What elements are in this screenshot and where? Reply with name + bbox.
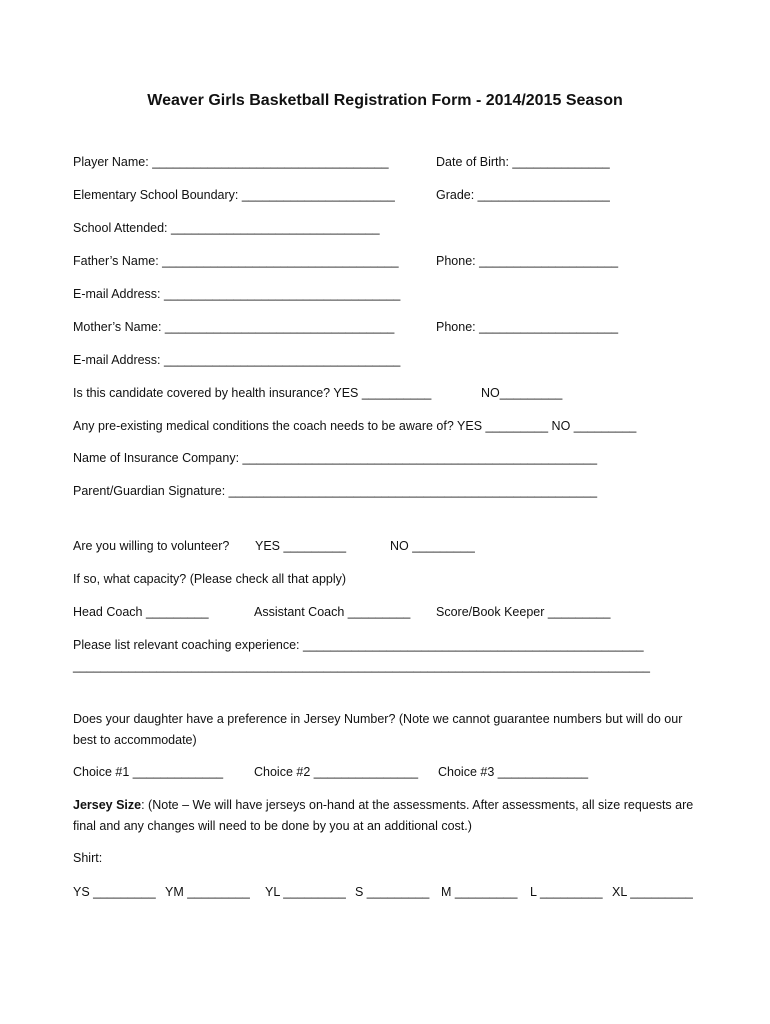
player-name-field[interactable]: Player Name: __________________________________ — [73, 155, 389, 169]
guardian-signature-field[interactable]: Parent/Guardian Signature: _____________________________________________________ — [73, 484, 598, 498]
fathers-name-field[interactable]: Father’s Name: __________________________________ — [73, 254, 399, 268]
assistant-coach-field[interactable]: Assistant Coach _________ — [254, 605, 411, 619]
jersey-number-question-line2: best to accommodate) — [73, 733, 197, 747]
father-email-field[interactable]: E-mail Address: __________________________________ — [73, 287, 401, 301]
health-insurance-yes-field[interactable]: Is this candidate covered by health insurance? YES __________ — [73, 386, 432, 400]
medical-conditions-field[interactable]: Any pre-existing medical conditions the coach needs to be aware of? YES _________ NO _________ — [73, 419, 637, 433]
coaching-experience-field[interactable]: Please list relevant coaching experience: _________________________________________________ — [73, 638, 644, 652]
size-ym-field[interactable]: YM _________ — [165, 885, 250, 899]
choice3-field[interactable]: Choice #3 _____________ — [438, 765, 589, 779]
jersey-size-label: Jersey Size — [73, 798, 142, 812]
form-title: Weaver Girls Basketball Registration Form - 2014/2015 Season — [147, 92, 623, 109]
insurance-company-field[interactable]: Name of Insurance Company: ___________________________________________________ — [73, 451, 598, 465]
capacity-question: If so, what capacity? (Please check all that apply) — [73, 572, 347, 586]
size-l-field[interactable]: L _________ — [530, 885, 603, 899]
size-s-field[interactable]: S _________ — [355, 885, 430, 899]
size-m-field[interactable]: M _________ — [441, 885, 518, 899]
choice2-field[interactable]: Choice #2 _______________ — [254, 765, 419, 779]
school-attended-field[interactable]: School Attended: ______________________________ — [73, 221, 380, 235]
score-book-keeper-field[interactable]: Score/Book Keeper _________ — [436, 605, 611, 619]
mother-email-field[interactable]: E-mail Address: __________________________________ — [73, 353, 401, 367]
size-xl-field[interactable]: XL _________ — [612, 885, 693, 899]
mothers-name-field[interactable]: Mother’s Name: _________________________________ — [73, 320, 395, 334]
volunteer-question: Are you willing to volunteer? — [73, 539, 230, 553]
head-coach-field[interactable]: Head Coach _________ — [73, 605, 209, 619]
father-phone-field[interactable]: Phone: ____________________ — [436, 254, 619, 268]
health-insurance-no-field[interactable]: NO_________ — [481, 386, 563, 400]
volunteer-yes-field[interactable]: YES _________ — [255, 539, 347, 553]
size-ys-field[interactable]: YS _________ — [73, 885, 156, 899]
elementary-school-boundary-field[interactable]: Elementary School Boundary: ______________________ — [73, 188, 395, 202]
jersey-size-note-line2: final and any changes will need to be done by you at an additional cost.) — [73, 819, 472, 833]
date-of-birth-field[interactable]: Date of Birth: ______________ — [436, 155, 610, 169]
grade-field[interactable]: Grade: ___________________ — [436, 188, 610, 202]
volunteer-no-field[interactable]: NO _________ — [390, 539, 475, 553]
size-yl-field[interactable]: YL _________ — [265, 885, 346, 899]
coaching-experience-line2[interactable]: ___________________________________________________________________________________ — [73, 659, 651, 673]
shirt-label: Shirt: — [73, 851, 103, 865]
jersey-number-question-line1: Does your daughter have a preference in Jersey Number? (Note we cannot guarantee numbers but will do our — [73, 712, 683, 726]
jersey-size-note-line1 — [73, 797, 693, 813]
choice1-field[interactable]: Choice #1 _____________ — [73, 765, 224, 779]
jersey-size-note-text: : (Note – We will have jerseys on-hand at the assessments. After assessments, all size requests are — [141, 798, 694, 812]
mother-phone-field[interactable]: Phone: ____________________ — [436, 320, 619, 334]
